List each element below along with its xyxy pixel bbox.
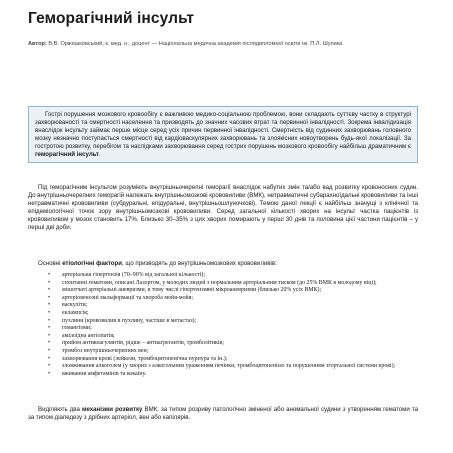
page-title: Геморагічний інсульт bbox=[28, 10, 195, 27]
intro-box bbox=[28, 106, 418, 163]
bullet-icon: • bbox=[48, 309, 51, 316]
list-item bbox=[48, 340, 414, 348]
bullet-icon: • bbox=[48, 279, 51, 286]
bullet-icon: • bbox=[48, 325, 51, 332]
mechanisms-paragraph bbox=[28, 406, 418, 422]
intro-bold-term: геморагічний інсульт bbox=[35, 150, 99, 158]
list-item-text: прийом антикоагулянтів, рідше – антиагрегантів, тромболітиків; bbox=[62, 340, 224, 347]
causes-intro-after: , що призводять до внутрішньомозкових крововиливів: bbox=[121, 260, 277, 267]
list-item bbox=[48, 302, 414, 310]
list-item-text: еклампсія; bbox=[62, 309, 89, 316]
list-item bbox=[48, 310, 414, 318]
intro-paragraph bbox=[35, 111, 411, 158]
list-item-text: артеріовенозні мальформації та хвороба мойя-мойя; bbox=[62, 294, 194, 301]
bullet-icon: • bbox=[48, 272, 51, 278]
list-item-text: зловживання алкоголем (у хворих з алкогольним ураженням печінки, тромбоцитопенією та порушенням згортальної системи крові); bbox=[62, 363, 396, 370]
causes-intro-bold: етіологічні фактори bbox=[62, 260, 122, 267]
list-item-text: гемангіоми; bbox=[62, 325, 92, 332]
author-text: В.В. Оржешковський, к. мед. н., доцент — Національна медична академія післядипломної освіти ім. П.Л. Шупика bbox=[48, 41, 343, 47]
list-item-text: захворювання крові (лейкози, тромбоцитопенічна пурпура та ін.); bbox=[62, 355, 228, 362]
list-item bbox=[48, 371, 414, 379]
causes-intro-before: Основні bbox=[38, 260, 61, 267]
list-item bbox=[48, 318, 414, 326]
list-item bbox=[48, 325, 414, 333]
mechanisms-bold: механізми розвитку bbox=[81, 406, 143, 413]
bullet-icon: • bbox=[48, 340, 51, 347]
list-item-text: спонтанні гематоми, описані Лазортом, у молодих людей з нормальним артеріальним тиском (до 25% ВМК в молодому віці); bbox=[62, 279, 377, 286]
mechanisms-before: Виділяють два bbox=[38, 406, 80, 413]
definition-paragraph: Під геморагічним інсультом розуміють внутрішньочерепні геморагії внаслідок набутих змін та/або вад розвитку кровоносних судин. До внутрішньочерепних геморагій належать внутрішньомозкові крововиливи (ВМК), нетравматичні субарахноїдальні крововиливи та інші нетравматичні крововиливи (субдуральні, епідуральні, внутрішньошлуночкові). Темою даної лекції є найбільш значущі з клінічної та епідеміологічної точок зору внутрішньомозкові крововиливи. Серед загальної кількості хворих на інсульт частка пацієнтів із крововиливом у мозок становить 17%. Близько 30–35% з цих хворих помирають у перші 30 днів та половина цієї частини пацієнтів – у перші дві доби. bbox=[28, 184, 418, 231]
bullet-icon: • bbox=[48, 370, 51, 377]
list-item-text: артеріальна гіпертензія (70–90% від загальної кількості); bbox=[62, 272, 205, 278]
intro-end: . bbox=[98, 150, 101, 158]
list-item-text: мішотчаті артеріальні аневризми, в тому числі гіпертензивні мікроаневризми (близько 20% усіх ВМК); bbox=[62, 287, 322, 294]
bullet-icon: • bbox=[48, 332, 51, 339]
bullet-icon: • bbox=[48, 317, 51, 324]
list-item-text: амілоїдна ангіопатія; bbox=[62, 332, 115, 339]
author-line bbox=[28, 40, 428, 48]
intro-text: Гострі порушення мозкового кровообігу є важливою медико-соціальною проблемою, вони складають суттєву частку в структурі захворюваності та смертності населення та призводять до значних часових втрат та первинної інвалідності. Зокрема інвалідизація внаслідок інсульту займає перше місце серед усіх причин первинної інвалідності. Смертність від судинних захворювань головного мозку незначно поступається смертності від кардіоваскулярних захворювань та злоякісних новоутворень будь-якої локалізації. За гостротою розвитку, перебігом та наслідками захворювання серед гострих порушень мозкового кровообігу найбільш драматичним є bbox=[35, 111, 411, 150]
bullet-icon: • bbox=[48, 302, 51, 309]
list-item-text: тромбоз внутрішньочерепних вен; bbox=[62, 347, 149, 354]
list-item bbox=[48, 272, 414, 280]
causes-intro-paragraph bbox=[28, 260, 418, 268]
bullet-icon: • bbox=[48, 294, 51, 301]
list-item-text: пухлини (крововилив в пухлину, частіше в метастаз); bbox=[62, 317, 197, 324]
bullet-icon: • bbox=[48, 287, 51, 294]
list-item-text: васкуліти; bbox=[62, 302, 88, 309]
mechanisms-after: ВМК: за типом розриву патологічно зміненої або аномальної судини з утворенням гематоми та за типом діапедезу з дрібних артеріол, вен або капілярів. bbox=[28, 406, 418, 421]
list-item bbox=[48, 363, 414, 371]
list-item bbox=[48, 295, 414, 303]
author-label: Автор: bbox=[28, 41, 47, 47]
bullet-icon: • bbox=[48, 355, 51, 362]
list-item-text: вживання амфетамінів та кокаїну. bbox=[62, 370, 147, 377]
list-item bbox=[48, 287, 414, 295]
causes-list bbox=[48, 272, 414, 378]
list-item bbox=[48, 356, 414, 364]
list-item bbox=[48, 348, 414, 356]
bullet-icon: • bbox=[48, 363, 51, 370]
bullet-icon: • bbox=[48, 347, 51, 354]
